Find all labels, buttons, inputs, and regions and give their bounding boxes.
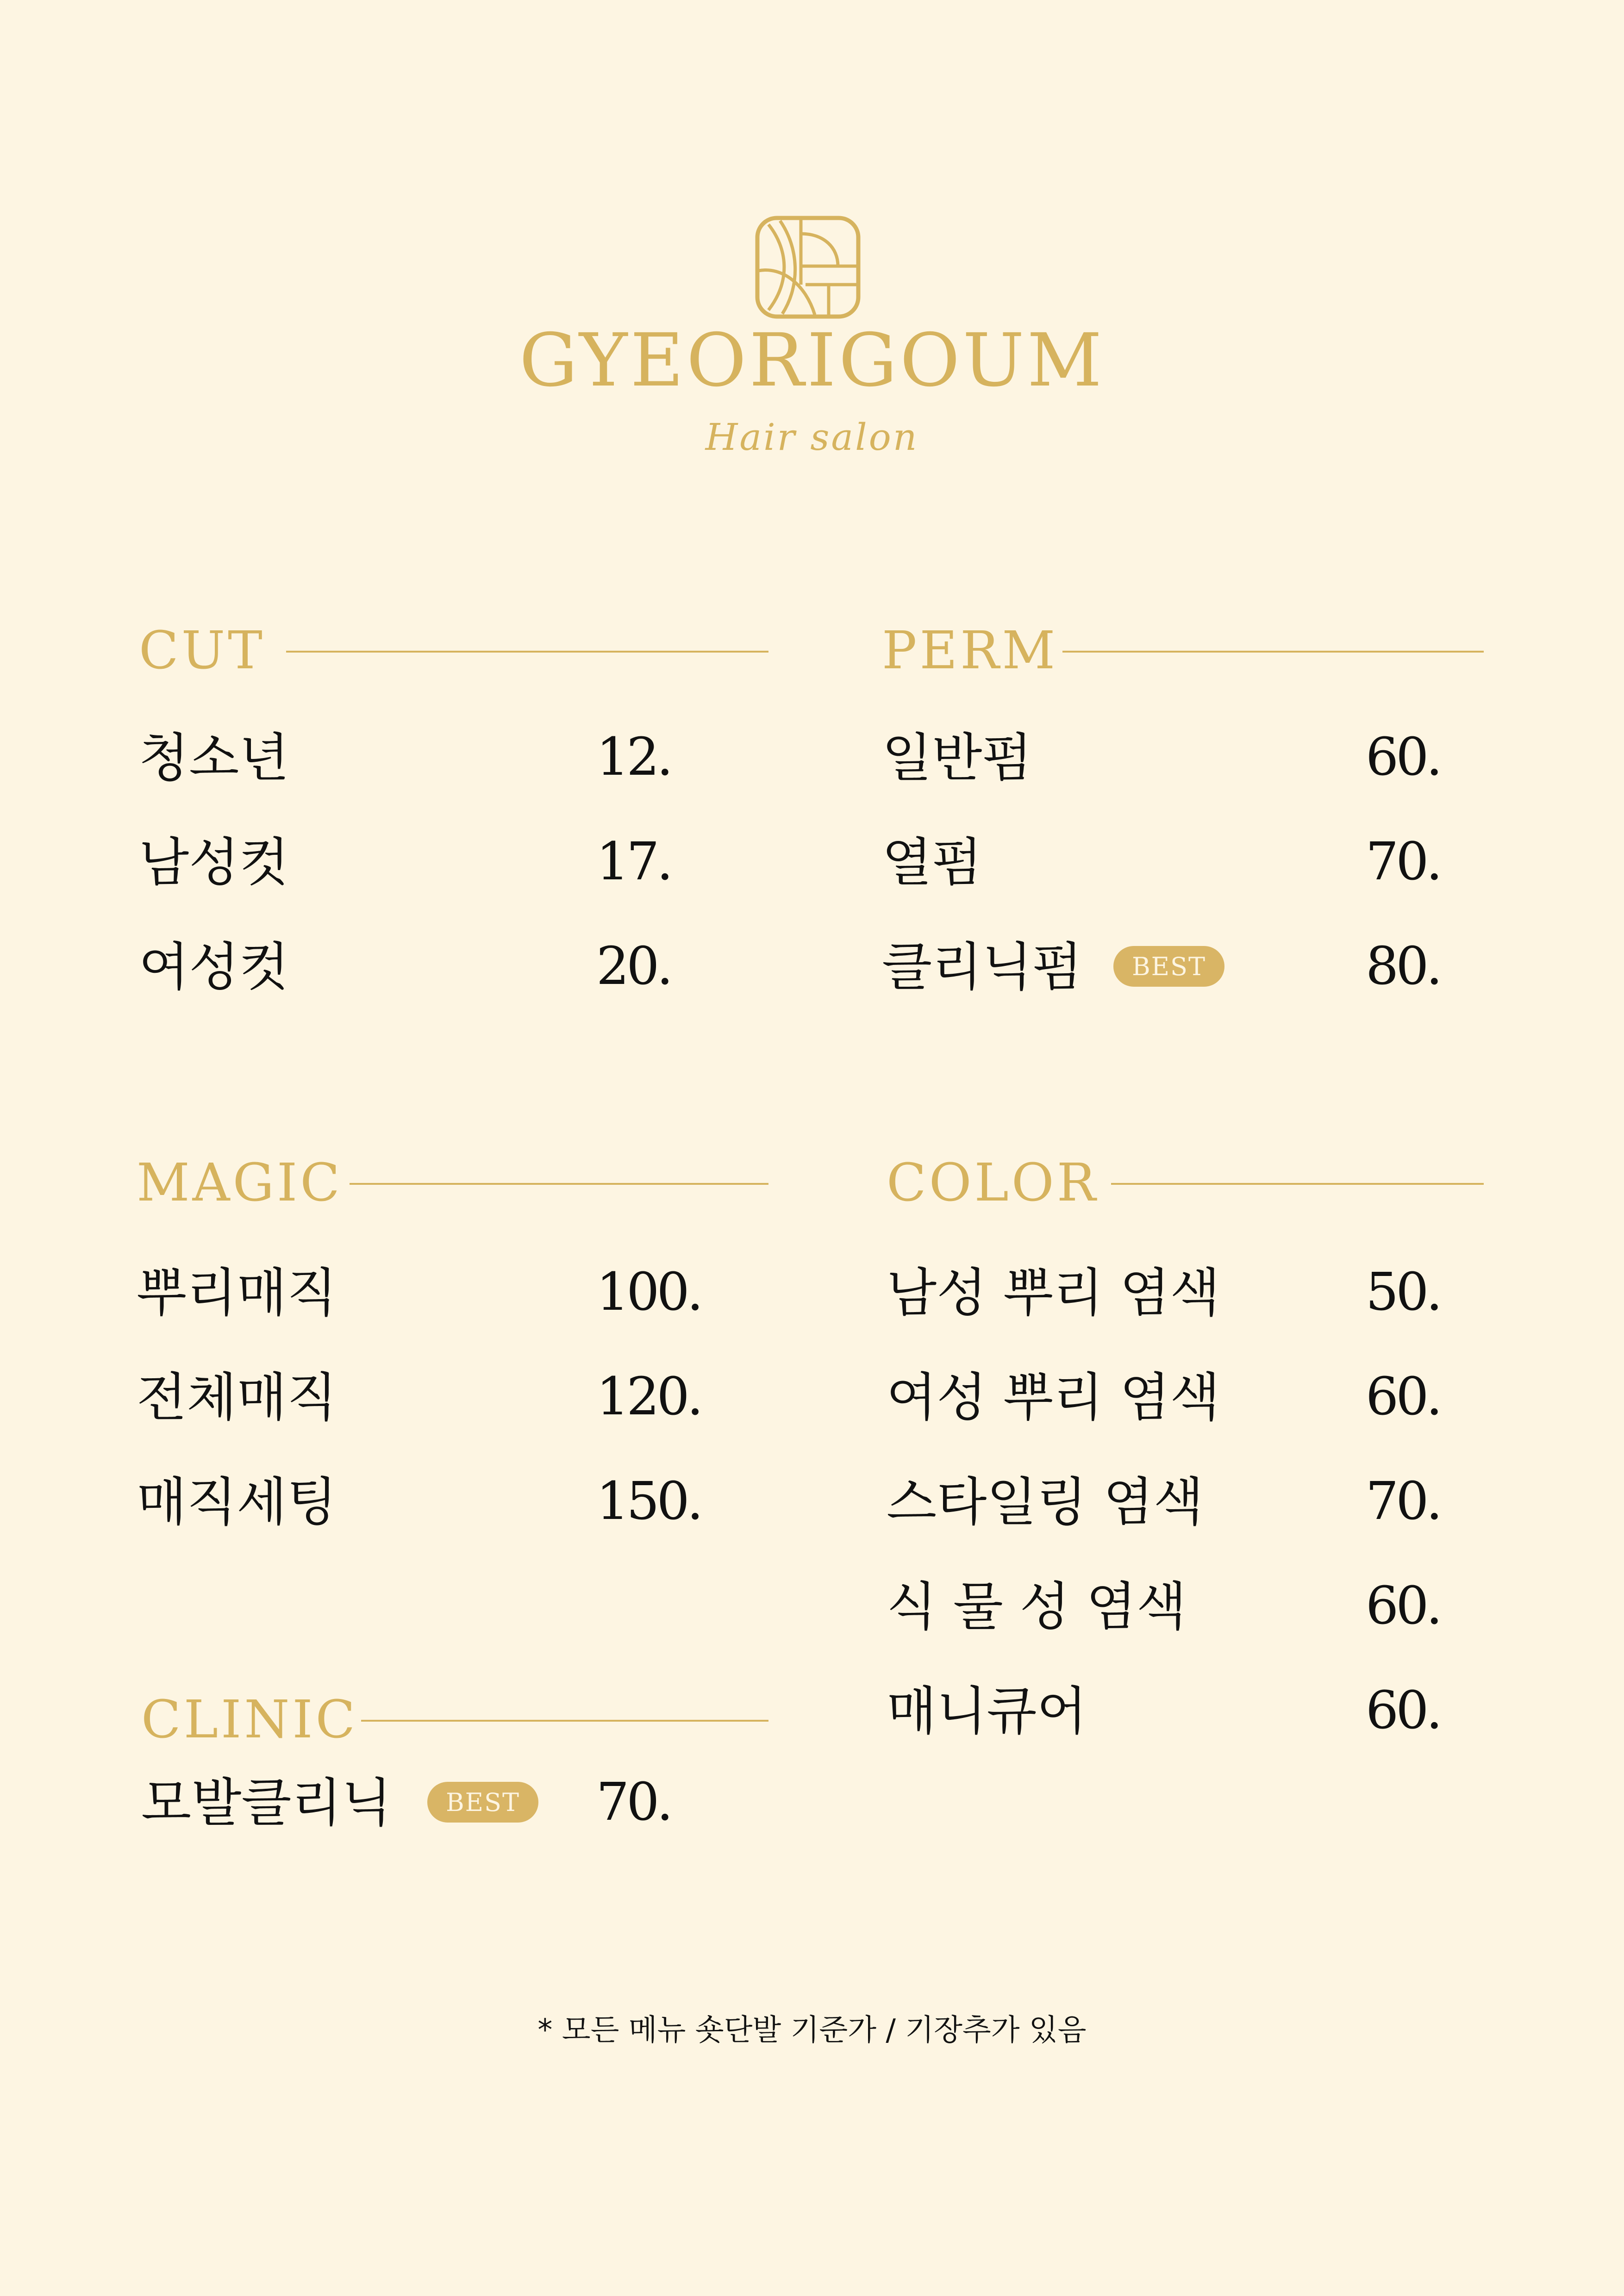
item-price: 120. (596, 1367, 701, 1427)
menu-item (882, 727, 1484, 802)
menu-item (887, 1262, 1484, 1337)
section-title: COLOR (887, 1153, 1099, 1213)
item-price: 70. (1366, 832, 1440, 892)
menu-item (887, 1367, 1484, 1441)
item-price: 12. (596, 727, 671, 787)
item-price: 100. (596, 1262, 701, 1322)
section-title: MAGIC (137, 1153, 343, 1213)
menu-item (887, 1680, 1484, 1755)
section-color (887, 1153, 1484, 1742)
section-divider (361, 1720, 768, 1722)
section-title: CLINIC (141, 1690, 358, 1750)
item-price: 80. (1366, 936, 1440, 996)
menu-item (139, 727, 768, 802)
item-price: 17. (596, 832, 671, 892)
section-title: PERM (882, 621, 1058, 681)
section-clinic (141, 1690, 768, 1833)
item-name: 클리닉펌 (882, 937, 1082, 997)
item-name: 일반펌 (882, 728, 1032, 788)
best-badge: BEST (1113, 946, 1224, 987)
menu-item (141, 1772, 768, 1847)
menu-item (887, 1576, 1484, 1650)
footer-note: * 모든 메뉴 숏단발 기준가 / 기장추가 있음 (537, 2013, 1087, 2047)
item-name: 스타일링 염색 (887, 1472, 1204, 1532)
section-title: CUT (139, 621, 265, 681)
section-divider (1111, 1183, 1484, 1185)
item-name: 열펌 (882, 833, 982, 893)
menu-item (137, 1367, 768, 1441)
item-name: 여성컷 (139, 937, 289, 997)
menu-item (139, 832, 768, 906)
menu-item (882, 832, 1484, 906)
salon-logo-icon (755, 215, 861, 319)
item-price: 60. (1366, 1367, 1440, 1427)
brand-tagline: Hair salon (705, 416, 919, 459)
item-name: 식 물 성 염색 (887, 1577, 1187, 1637)
item-price: 60. (1366, 1576, 1440, 1636)
item-name: 뿌리매직 (137, 1263, 337, 1323)
section-cut (139, 621, 768, 997)
menu-item (137, 1471, 768, 1546)
item-price: 50. (1366, 1262, 1440, 1322)
brand-name: GYEORIGOUM (519, 318, 1105, 403)
section-divider (1062, 651, 1484, 653)
item-name: 매니큐어 (887, 1681, 1087, 1742)
item-price: 70. (1366, 1471, 1440, 1531)
section-perm (882, 621, 1484, 997)
section-divider (350, 1183, 768, 1185)
item-name: 남성 뿌리 염색 (887, 1263, 1220, 1323)
item-name: 청소년 (139, 728, 289, 788)
menu-item (139, 936, 768, 1011)
item-price: 60. (1366, 1680, 1440, 1741)
item-price: 60. (1366, 727, 1440, 787)
item-name: 모발클리닉 (141, 1773, 392, 1833)
menu-item (137, 1262, 768, 1337)
best-badge: BEST (427, 1782, 538, 1823)
item-price: 70. (596, 1772, 671, 1832)
item-name: 여성 뿌리 염색 (887, 1368, 1220, 1428)
menu-item (882, 936, 1484, 1011)
section-divider (286, 651, 768, 653)
item-name: 전체매직 (137, 1368, 337, 1428)
menu-item (887, 1471, 1484, 1546)
section-magic (137, 1153, 768, 1532)
item-name: 남성컷 (139, 833, 289, 893)
item-price: 150. (596, 1471, 701, 1531)
item-price: 20. (596, 936, 671, 996)
item-name: 매직세팅 (137, 1472, 337, 1532)
